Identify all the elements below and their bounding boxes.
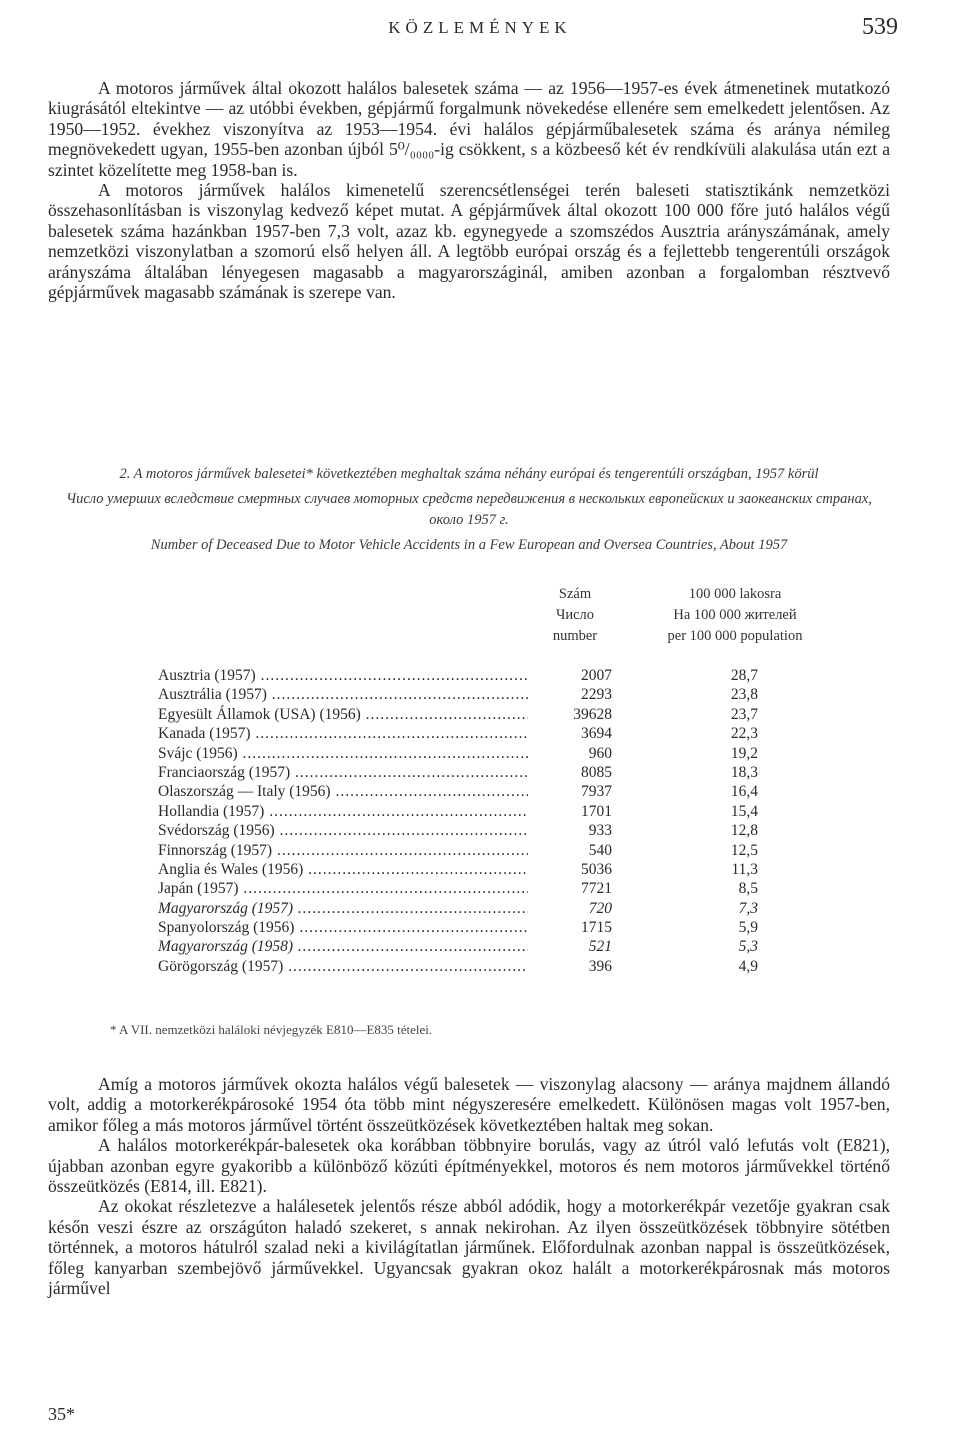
table-cell-rate: 16,4 <box>730 783 758 801</box>
table-cell-country: Olaszország — Italy (1956) ..... <box>158 782 528 801</box>
table-cell-country: Franciaország (1957) ..... <box>158 763 528 782</box>
table-row <box>158 744 758 763</box>
table-cell-country: Kanada (1957) ..... <box>158 724 528 743</box>
caption-hungarian: 2. A motoros járművek balesetei* következtében meghaltak száma néhány európai és tengerentúli országban, 1957 körül <box>119 466 819 482</box>
table-cell-country: Svédország (1956) ..... <box>158 821 528 840</box>
table-cell-country: Magyarország (1958) ..... <box>158 937 528 956</box>
caption-english: Number of Deceased Due to Motor Vehicle Accidents in a Few European and Oversea Countries, About 1957 <box>150 537 788 553</box>
table-cell-rate: 5,9 <box>738 919 758 937</box>
column-header-rate <box>610 584 860 647</box>
table-cell-rate: 22,3 <box>730 725 758 743</box>
header-line: number <box>552 628 598 644</box>
table-cell-country: Ausztria (1957) ..... <box>158 666 528 685</box>
table-cell-count: 7721 <box>530 879 612 898</box>
table-cell-rate: 18,3 <box>730 763 758 781</box>
table-row <box>158 802 758 821</box>
table-cell-rate: 7,3 <box>738 899 758 917</box>
table-cell-rate: 15,4 <box>730 802 758 820</box>
table-cell-country: Egyesült Államok (USA) (1956) ..... <box>158 705 528 724</box>
table-row <box>158 763 758 782</box>
header-line: Szám <box>558 586 592 602</box>
table-cell-rate: 23,8 <box>730 686 758 704</box>
table-cell-count: 2293 <box>530 685 612 704</box>
table-cell-count: 396 <box>530 957 612 976</box>
table-cell-count: 7937 <box>530 782 612 801</box>
table-cell-rate: 11,3 <box>731 860 758 878</box>
table-cell-country: Hollandia (1957) ..... <box>158 802 528 821</box>
table-row <box>158 782 758 801</box>
running-head: KÖZLEMÉNYEK <box>388 18 572 37</box>
table-row <box>158 724 758 743</box>
table-row <box>158 879 758 898</box>
table-cell-country: Spanyolország (1956) ..... <box>158 918 528 937</box>
header-line: 100 000 lakosra <box>688 586 782 602</box>
table-caption <box>48 464 890 560</box>
table-cell-count: 933 <box>530 821 612 840</box>
table-cell-count: 960 <box>530 744 612 763</box>
table-row <box>158 666 758 685</box>
table-cell-count: 2007 <box>530 666 612 685</box>
page-number: 539 <box>862 14 898 40</box>
table-body <box>158 666 758 976</box>
table-cell-count: 540 <box>530 841 612 860</box>
table-cell-rate: 12,5 <box>730 841 758 859</box>
table-cell-rate: 12,8 <box>730 822 758 840</box>
table-cell-count: 521 <box>530 937 612 956</box>
paragraph: A halálos motorkerékpár-balesetek oka korábban többnyire borulás, vagy az útról való lefutás volt (E821), újabban azonban egyre gyakoribb a különböző közúti építményekkel, motoros és nem motoros járművekkel történő összeütközés (E814, ill. E821). <box>48 1135 890 1197</box>
caption-russian: Число умерших вследствие смертных случаев моторных средств передвижения в нескольких европейских и заокеанских странах, около 1957 г. <box>66 491 872 528</box>
table-cell-count: 3694 <box>530 724 612 743</box>
table-cell-rate: 19,2 <box>730 744 758 762</box>
table-row <box>158 685 758 704</box>
table-footnote: * A VII. nemzetközi haláloki névjegyzék E810—E835 tételei. <box>110 1022 433 1037</box>
table-cell-rate: 8,5 <box>738 880 758 898</box>
paragraph: A motoros járművek által okozott halálos balesetek száma — az 1956—1957-es évek átmenetinek mutatkozó kiugrásától eltekintve — az utóbbi években, gépjármű forgalmunk növekedése ellenére sem emelkedett jelentősen. Az 1950—1952. évekhez viszonyítva az 1953—1954. évi halálos gépjárműbalesetek száma és aránya némileg megnövekedett ugyan, 1955-ben azonban újból 5⁰/₀₀₀₀-ig csökkent, s a közbeeső két év rendkívüli alakulása után ezt a szintet közelítette meg 1958-ban is. <box>48 78 890 180</box>
paragraph: A motoros járművek halálos kimenetelű szerencsétlenségei terén baleseti statisztikánk nemzetközi összehasonlításban is viszonylag kedvező képet mutat. A gépjárművek által okozott 100 000 főre jutó halálos végű balesetek száma hazánkban 1957-ben 7,3 volt, azaz kb. egynegyede a szomszédos Ausztria arányszámának, amely nemzetközi viszonylatban a szomorú első helyen áll. A legtöbb európai ország és a fejlettebb tengerentúli országok arányszáma általában lényegesen magasabb a magyarországinál, amiben azonban a forgalomban résztvevő gépjárművek magasabb számának is szerepe van. <box>48 180 890 303</box>
header-line: Число <box>555 607 595 623</box>
paragraph: Az okokat részletezve a halálesetek jelentős része abból adódik, hogy a motorkerékpár vezetője gyakran csak későn veszi észre az országúton haladó szekeret, s annak nekirohan. Az ilyen összeütközések többnyire sötétben történnek, a motoros hátulról szalad neki a kivilágítatlan járműnek. Előfordulnak azonban nappal is összeütközések, főleg kanyarban szembejövő járművekkel. Ugyancsak gyakran okoz halált a motorkerékpárosnak más motoros járművel <box>48 1196 890 1299</box>
table-cell-count: 1701 <box>530 802 612 821</box>
table-row <box>158 918 758 937</box>
table-cell-rate: 4,9 <box>738 957 758 975</box>
table-cell-country: Anglia és Wales (1956) ..... <box>158 860 528 879</box>
table-cell-rate: 28,7 <box>730 667 758 684</box>
header-line: На 100 000 жителей <box>673 607 797 623</box>
table-cell-count: 1715 <box>530 918 612 937</box>
table-row <box>158 705 758 724</box>
table-row <box>158 841 758 860</box>
table-cell-country: Japán (1957) ..... <box>158 879 528 898</box>
bottom-text <box>48 1074 890 1298</box>
table-cell-count: 720 <box>530 899 612 918</box>
table-row <box>158 899 758 918</box>
table-cell-count: 5036 <box>530 860 612 879</box>
header-line: per 100 000 population <box>667 628 803 644</box>
table-cell-count: 8085 <box>530 763 612 782</box>
page-header <box>0 14 960 46</box>
table-row <box>158 937 758 956</box>
table-cell-rate: 23,7 <box>730 705 758 723</box>
table-row <box>158 821 758 840</box>
table-cell-country: Finnország (1957) ..... <box>158 841 528 860</box>
table-cell-country: Magyarország (1957) ..... <box>158 899 528 918</box>
top-text <box>48 78 890 302</box>
table-cell-rate: 5,3 <box>738 938 758 956</box>
table-row <box>158 957 758 976</box>
table-cell-country: Ausztrália (1957) ..... <box>158 685 528 704</box>
table-row <box>158 860 758 879</box>
table-cell-country: Svájc (1956) ..... <box>158 744 528 763</box>
table-cell-country: Görögország (1957) ..... <box>158 957 528 976</box>
signature-mark: 35* <box>48 1404 75 1424</box>
paragraph: Amíg a motoros járművek okozta halálos végű balesetek — viszonylag alacsony — aránya majdnem állandó volt, addig a motorkerékpárosoké 1954 óta több mint négyszeresére emelkedett. Különösen magas volt 1957-ben, amikor főleg a más motoros járművel történt összeütközések következtében haltak meg sokan. <box>48 1074 890 1135</box>
table-cell-count: 39628 <box>530 705 612 724</box>
